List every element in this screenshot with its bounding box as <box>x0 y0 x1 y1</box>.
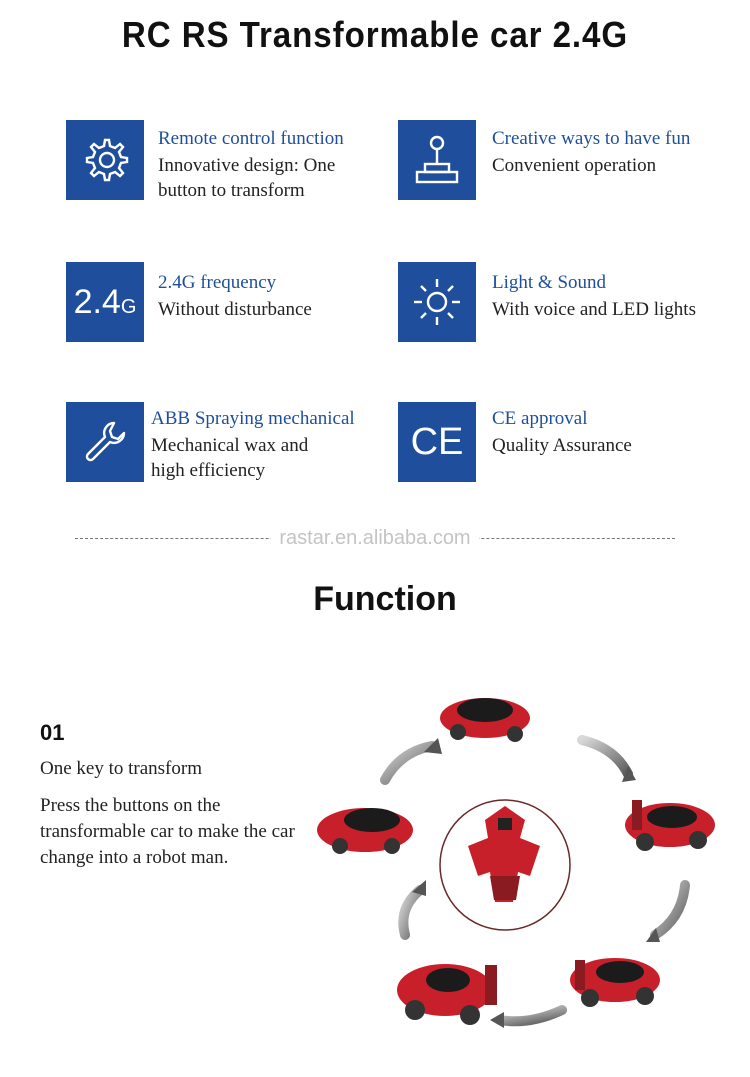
feature-description <box>158 153 335 203</box>
step-subtitle: One key to transform <box>40 758 202 779</box>
ce-mark-icon: CE <box>398 402 476 482</box>
transformation-cycle-illustration <box>300 680 740 1070</box>
feature-description <box>492 297 696 322</box>
feature-heading: CE approval <box>492 408 588 429</box>
feature-line: Quality Assurance <box>492 435 632 456</box>
feature-line: button to transform <box>158 180 305 201</box>
frequency-2-4g-icon: 2.4 G <box>66 262 144 342</box>
step-number: 01 <box>40 720 65 745</box>
feature-line: high efficiency <box>151 460 266 481</box>
joystick-icon <box>398 120 476 200</box>
feature-description <box>158 297 312 322</box>
wrench-icon <box>66 402 144 482</box>
watermark-text: rastar.en.alibaba.com <box>271 527 478 549</box>
arrow-top-to-right <box>582 740 628 774</box>
function-title: Function <box>313 580 457 618</box>
feature-heading: Creative ways to have fun <box>492 128 691 149</box>
feature-heading: 2.4G frequency <box>158 272 277 293</box>
feature-heading: Remote control function <box>158 128 344 149</box>
feature-line: Innovative design: One <box>158 155 336 176</box>
feature-heading: ABB Spraying mechanical <box>151 408 355 429</box>
feature-description <box>492 433 632 458</box>
watermark <box>0 527 750 550</box>
sun-icon <box>398 262 476 342</box>
car-bottom-right-image <box>570 958 660 1007</box>
gear-icon <box>66 120 144 200</box>
feature-description <box>492 153 656 178</box>
car-right-image <box>625 800 715 851</box>
feature-line: Mechanical wax and <box>151 435 309 456</box>
car-bottom-left-image <box>397 964 497 1025</box>
feature-description <box>151 433 308 483</box>
arrow-bottom-left-to-left <box>403 890 420 935</box>
arrow-bottom-right-to-bottom-left <box>500 1010 562 1021</box>
step-description: Press the buttons on the transformable car to make the car change into a robot man. <box>40 795 295 868</box>
page-title: RC RS Transformable car 2.4G <box>121 14 629 55</box>
feature-line: Convenient operation <box>492 155 657 176</box>
robot-image <box>468 806 540 902</box>
feature-heading: Light & Sound <box>492 272 607 293</box>
feature-line: Without disturbance <box>158 299 312 320</box>
car-top-image <box>440 698 530 742</box>
feature-line: With voice and LED lights <box>492 299 696 320</box>
arrow-right-to-bottom-right <box>655 885 685 935</box>
car-left-image <box>317 808 413 854</box>
